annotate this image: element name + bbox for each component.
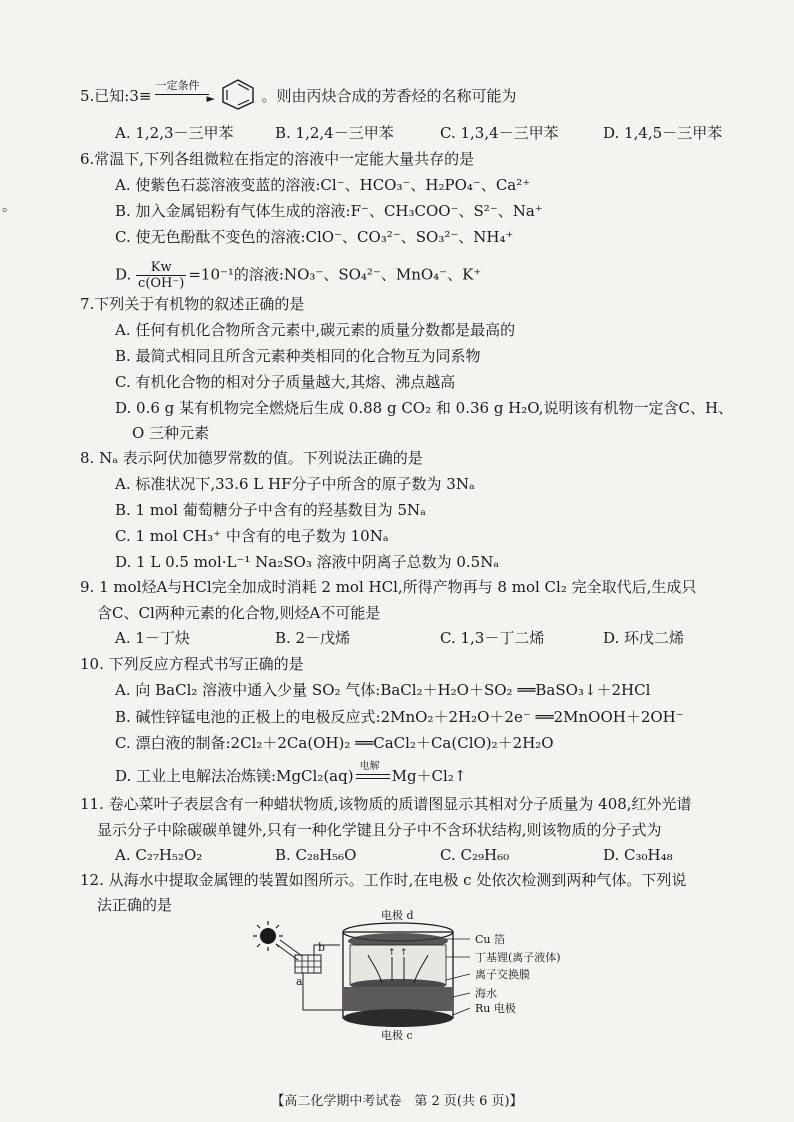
q7-option-d-cont: O 三种元素 [132,424,210,442]
q5-option-b[interactable]: B. 1,2,4－三甲苯 [275,124,394,142]
question-12-stem-cont: 法正确的是 [97,896,173,914]
question-9-stem-cont: 含C、Cl两种元素的化合物,则烃A不可能是 [97,604,381,622]
q7-option-d[interactable]: D. 0.6 g 某有机物完全燃烧后生成 0.88 g CO₂ 和 0.36 g H₂O,说明该有机物一定含C、H、 [115,399,734,417]
question-11-stem: 11. 卷心菜叶子表层含有一种蜡状物质,该物质的质谱图显示其相对分子质量为 408,红外光谱 [80,795,692,813]
q6-d-rest: =10⁻¹的溶液:NO₃⁻、SO₄²⁻、MnO₄⁻、K⁺ [188,265,482,284]
q10-d-right: Mg＋Cl₂↑ [391,767,467,785]
q10-option-a[interactable]: A. 向 BaCl₂ 溶液中通入少量 SO₂ 气体:BaCl₂＋H₂O＋SO₂ ══BaSO₃↓＋2HCl [115,681,651,699]
q5-option-c[interactable]: C. 1,3,4－三甲苯 [440,124,559,142]
question-11-stem-cont: 显示分子中除碳碳单键外,只有一种化学键且分子中不含环状结构,则该物质的分子式为 [97,821,662,839]
membrane-label: 离子交换膜 [475,968,530,981]
page-footer: 【高二化学期中考试卷 第 2 页(共 6 页)】 [271,1094,523,1109]
q8-option-d[interactable]: D. 1 L 0.5 mol·L⁻¹ Na₂SO₃ 溶液中阴离子总数为 0.5Nₐ [115,553,500,571]
q9-option-c[interactable]: C. 1,3－丁二烯 [440,629,545,647]
butyl-lithium-label: 丁基锂(离子液体) [475,951,561,964]
q6-option-a[interactable]: A. 使紫色石蕊溶液变蓝的溶液:Cl⁻、HCO₃⁻、H₂PO₄⁻、Ca²⁺ [115,176,531,194]
q7-option-b[interactable]: B. 最简式相同且所含元素种类相同的化合物互为同系物 [115,347,481,365]
electrolysis-sign [354,761,392,786]
q11-option-a[interactable]: A. C₂₇H₅₂O₂ [115,846,203,864]
electrolysis-label: 电解 [359,761,380,772]
q5-option-a[interactable]: A. 1,2,3－三甲苯 [115,124,234,142]
kw-fraction [136,260,186,291]
q5-suffix: 。则由丙炔合成的芳香烃的名称可能为 [261,87,517,105]
lithium-extraction-apparatus [0,905,794,1055]
ru-electrode-label: Ru 电极 [475,1002,516,1015]
q11-option-b[interactable]: B. C₂₈H₅₆O [275,846,357,864]
q9-option-a[interactable]: A. 1－丁炔 [115,629,190,647]
q8-option-b[interactable]: B. 1 mol 葡萄糖分子中含有的羟基数目为 5Nₐ [115,501,426,519]
reaction-condition: 一定条件 [155,79,200,92]
q8-option-a[interactable]: A. 标准状况下,33.6 L HF分子中所含的原子数为 3Nₐ [115,475,475,493]
terminal-b-label: b [318,941,326,954]
q7-option-a[interactable]: A. 任何有机化合物所含元素中,碳元素的质量分数都是最高的 [115,321,516,339]
sun-icon [253,921,283,951]
question-9-stem: 9. 1 mol烃A与HCl完全加成时消耗 2 mol HCl,所得产物再与 8 mol Cl₂ 完全取代后,生成只 [80,578,697,596]
q7-option-c[interactable]: C. 有机化合物的相对分子质量越大,其熔、沸点越高 [115,373,456,391]
q6-option-d[interactable] [115,260,481,291]
question-7-stem: 7.下列关于有机物的叙述正确的是 [80,295,305,313]
q11-option-d[interactable]: D. C₃₀H₄₈ [603,846,673,864]
solar-panel-icon [295,955,321,973]
terminal-a-label: a [296,975,303,988]
margin-mark: 。 [2,199,16,215]
q6-option-c[interactable]: C. 使无色酚酞不变色的溶液:ClO⁻、CO₃²⁻、SO₃²⁻、NH₄⁺ [115,228,514,246]
question-6-stem: 6.常温下,下列各组微粒在指定的溶液中一定能大量共存的是 [80,150,475,168]
svg-text:↑: ↑ [400,948,408,958]
q9-option-d[interactable]: D. 环戊二烯 [603,629,685,647]
q10-option-c[interactable]: C. 漂白液的制备:2Cl₂＋2Ca(OH)₂ ══CaCl₂＋Ca(ClO)₂＋2H₂O [115,734,554,752]
question-10-stem: 10. 下列反应方程式书写正确的是 [80,655,304,673]
q5-prefix: 5.已知:3≡ [80,87,152,105]
q11-option-c[interactable]: C. C₂₉H₆₀ [440,846,510,864]
q10-d-left: D. 工业上电解法冶炼镁:MgCl₂(aq) [115,767,354,785]
kw-denominator: c(OH⁻) [138,276,185,291]
q10-option-d[interactable] [115,761,467,786]
q6-d-prefix: D. [115,265,132,284]
svg-text:↑: ↑ [388,948,396,958]
q5-option-d[interactable]: D. 1,4,5－三甲苯 [603,124,723,142]
seawater-label: 海水 [475,987,497,1000]
kw-numerator: Kw [136,260,186,276]
q8-option-c[interactable]: C. 1 mol CH₃⁺ 中含有的电子数为 10Nₐ [115,527,389,545]
question-12-stem: 12. 从海水中提取金属锂的装置如图所示。工作时,在电极 c 处依次检测到两种气体。下列说 [80,871,687,889]
question-5-stem [80,79,517,110]
reaction-arrow: 一定条件 ► [151,84,215,104]
electrode-d-label: 电极 d [381,909,414,922]
cu-foil-label: Cu 箔 [475,933,505,946]
q10-option-b[interactable]: B. 碱性锌锰电池的正极上的电极反应式:2MnO₂＋2H₂O＋2e⁻ ══2MnOOH＋2OH⁻ [115,708,684,726]
question-8-stem: 8. Nₐ 表示阿伏加德罗常数的值。下列说法正确的是 [80,449,423,467]
benzene-ring-icon [217,78,259,110]
q9-option-b[interactable]: B. 2－戊烯 [275,629,351,647]
q6-option-b[interactable]: B. 加入金属铝粉有气体生成的溶液:F⁻、CH₃COO⁻、S²⁻、Na⁺ [115,202,543,220]
electrode-c-label: 电极 c [381,1029,413,1042]
